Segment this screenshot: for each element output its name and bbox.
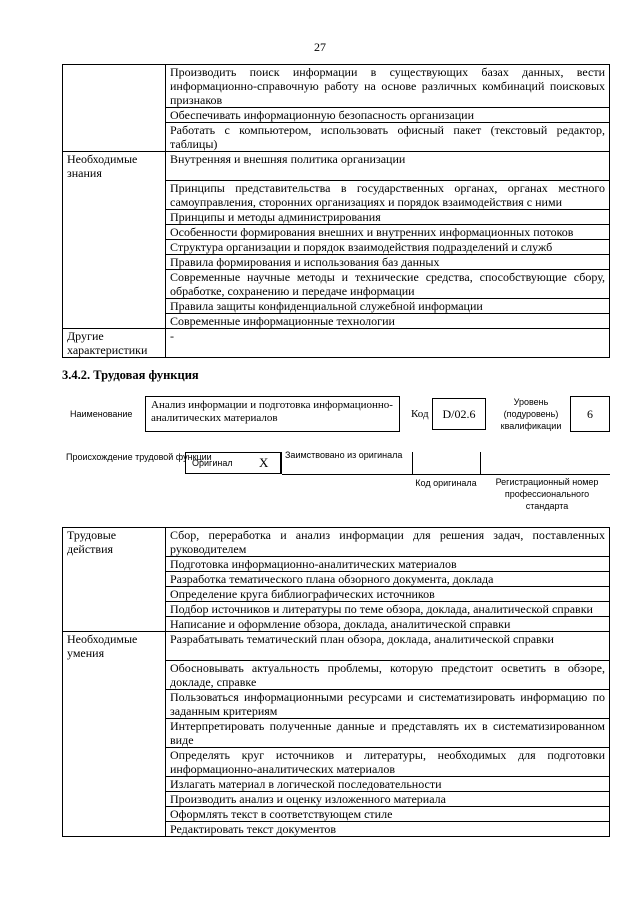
row-text: Разработка тематического плана обзорного документа, доклада (166, 572, 610, 587)
row-head (63, 747, 166, 776)
row-text: - (166, 328, 610, 357)
divider (412, 452, 413, 474)
row-text: Принципы и методы администрирования (166, 209, 610, 224)
row-head (63, 572, 166, 587)
table-row (63, 821, 610, 836)
row-text: Производить анализ и оценку изложенного материала (166, 791, 610, 806)
row-text: Излагать материал в логической последовательности (166, 776, 610, 791)
row-text: Современные информационные технологии (166, 313, 610, 328)
name-label: Наименование (70, 409, 133, 419)
row-head (63, 617, 166, 632)
row-text: Интерпретировать полученные данные и представлять их в систематизированном виде (166, 718, 610, 747)
table-row (63, 776, 610, 791)
table-row (63, 239, 610, 254)
row-head (63, 65, 166, 108)
row-text: Обеспечивать информационную безопасность организации (166, 108, 610, 123)
table-row (63, 632, 610, 661)
code-label: Код (411, 408, 429, 420)
row-head (63, 602, 166, 617)
row-text: Определять круг источников и литературы, необходимых для подготовки информационно-аналитических материалов (166, 747, 610, 776)
table-row (63, 587, 610, 602)
code-origin-label: Код оригинала (415, 478, 477, 488)
table-row (63, 572, 610, 587)
row-text: Современные научные методы и технические средства, способствующие сбору, обработке, сохранению и передаче информации (166, 269, 610, 298)
row-head (63, 557, 166, 572)
table-row (63, 298, 610, 313)
row-head (63, 821, 166, 836)
function-name: Анализ информации и подготовка информационно-аналитических материалов (145, 396, 400, 432)
original-label: Оригинал (192, 458, 233, 468)
row-text: Пользоваться информационными ресурсами и систематизировать информацию по заданным критериям (166, 689, 610, 718)
row-text: Оформлять текст в соответствующем стиле (166, 806, 610, 821)
table-row (63, 254, 610, 269)
labor-actions-table (62, 527, 610, 837)
row-head: Необходимые умения (63, 632, 166, 661)
row-text: Подбор источников и литературы по теме обзора, доклада, аналитической справки (166, 602, 610, 617)
row-head: Необходимые знания (63, 152, 166, 181)
table-row (63, 718, 610, 747)
row-text: Особенности формирования внешних и внутренних информационных потоков (166, 224, 610, 239)
row-head (63, 587, 166, 602)
row-text: Разрабатывать тематический план обзора, доклада, аналитической справки (166, 632, 610, 661)
row-head (63, 776, 166, 791)
table-row (63, 806, 610, 821)
table-row (63, 209, 610, 224)
table-row (63, 224, 610, 239)
table-row (63, 528, 610, 557)
divider (480, 452, 481, 474)
table-row (63, 123, 610, 152)
row-head (63, 209, 166, 224)
row-head (63, 718, 166, 747)
table-row (63, 269, 610, 298)
row-head (63, 660, 166, 689)
row-head (63, 689, 166, 718)
level-label: Уровень (подуровень) квалификации (500, 397, 562, 431)
divider (282, 474, 610, 475)
function-code: D/02.6 (432, 398, 486, 430)
table-row (63, 791, 610, 806)
row-head (63, 180, 166, 209)
row-head: Трудовые действия (63, 528, 166, 557)
row-head (63, 791, 166, 806)
row-text: Определение круга библиографических источников (166, 587, 610, 602)
row-head (63, 298, 166, 313)
table-row (63, 108, 610, 123)
row-head (63, 123, 166, 152)
divider (281, 452, 282, 474)
row-text: Правила защиты конфиденциальной служебной информации (166, 298, 610, 313)
table-row (63, 152, 610, 181)
section-heading: 3.4.2. Трудовая функция (62, 368, 199, 382)
table-row (63, 689, 610, 718)
row-text: Редактировать текст документов (166, 821, 610, 836)
table-row (63, 617, 610, 632)
row-text: Правила формирования и использования баз данных (166, 254, 610, 269)
skills-knowledge-table (62, 64, 610, 358)
page-number: 27 (314, 40, 326, 54)
row-head (63, 269, 166, 298)
row-text: Обосновывать актуальность проблемы, которую предстоит осветить в обзоре, докладе, справке (166, 660, 610, 689)
row-head (63, 313, 166, 328)
row-text: Внутренняя и внешняя политика организации (166, 152, 610, 181)
original-mark: X (259, 455, 269, 470)
origin-label: Происхождение трудовой функции (66, 452, 212, 462)
table-row (63, 747, 610, 776)
row-head (63, 224, 166, 239)
row-text: Структура организации и порядок взаимодействия подразделений и служб (166, 239, 610, 254)
row-text: Работать с компьютером, использовать офисный пакет (текстовый редактор, таблицы) (166, 123, 610, 152)
borrowed-label: Заимствовано из оригинала (285, 450, 403, 460)
reg-number-label: Регистрационный номер профессионального стандарта (495, 477, 599, 511)
row-text: Подготовка информационно-аналитических материалов (166, 557, 610, 572)
table-row (63, 65, 610, 108)
row-head (63, 239, 166, 254)
row-head (63, 108, 166, 123)
table-row (63, 557, 610, 572)
row-head (63, 254, 166, 269)
table-row (63, 328, 610, 357)
table-row (63, 180, 610, 209)
row-head (63, 806, 166, 821)
table-row (63, 660, 610, 689)
table-row (63, 602, 610, 617)
qualification-level: 6 (570, 396, 610, 432)
table-row (63, 313, 610, 328)
row-text: Принципы представительства в государственных органах, органах местного самоуправления, сторонних организациях и порядок взаимодействия с ними (166, 180, 610, 209)
row-text: Сбор, переработка и анализ информации для решения задач, поставленных руководителем (166, 528, 610, 557)
row-head: Другие характеристики (63, 328, 166, 357)
row-text: Написание и оформление обзора, доклада, аналитической справки (166, 617, 610, 632)
row-text: Производить поиск информации в существующих базах данных, вести информационно-справочную работу на основе различных комбинаций поисковых признаков (166, 65, 610, 108)
